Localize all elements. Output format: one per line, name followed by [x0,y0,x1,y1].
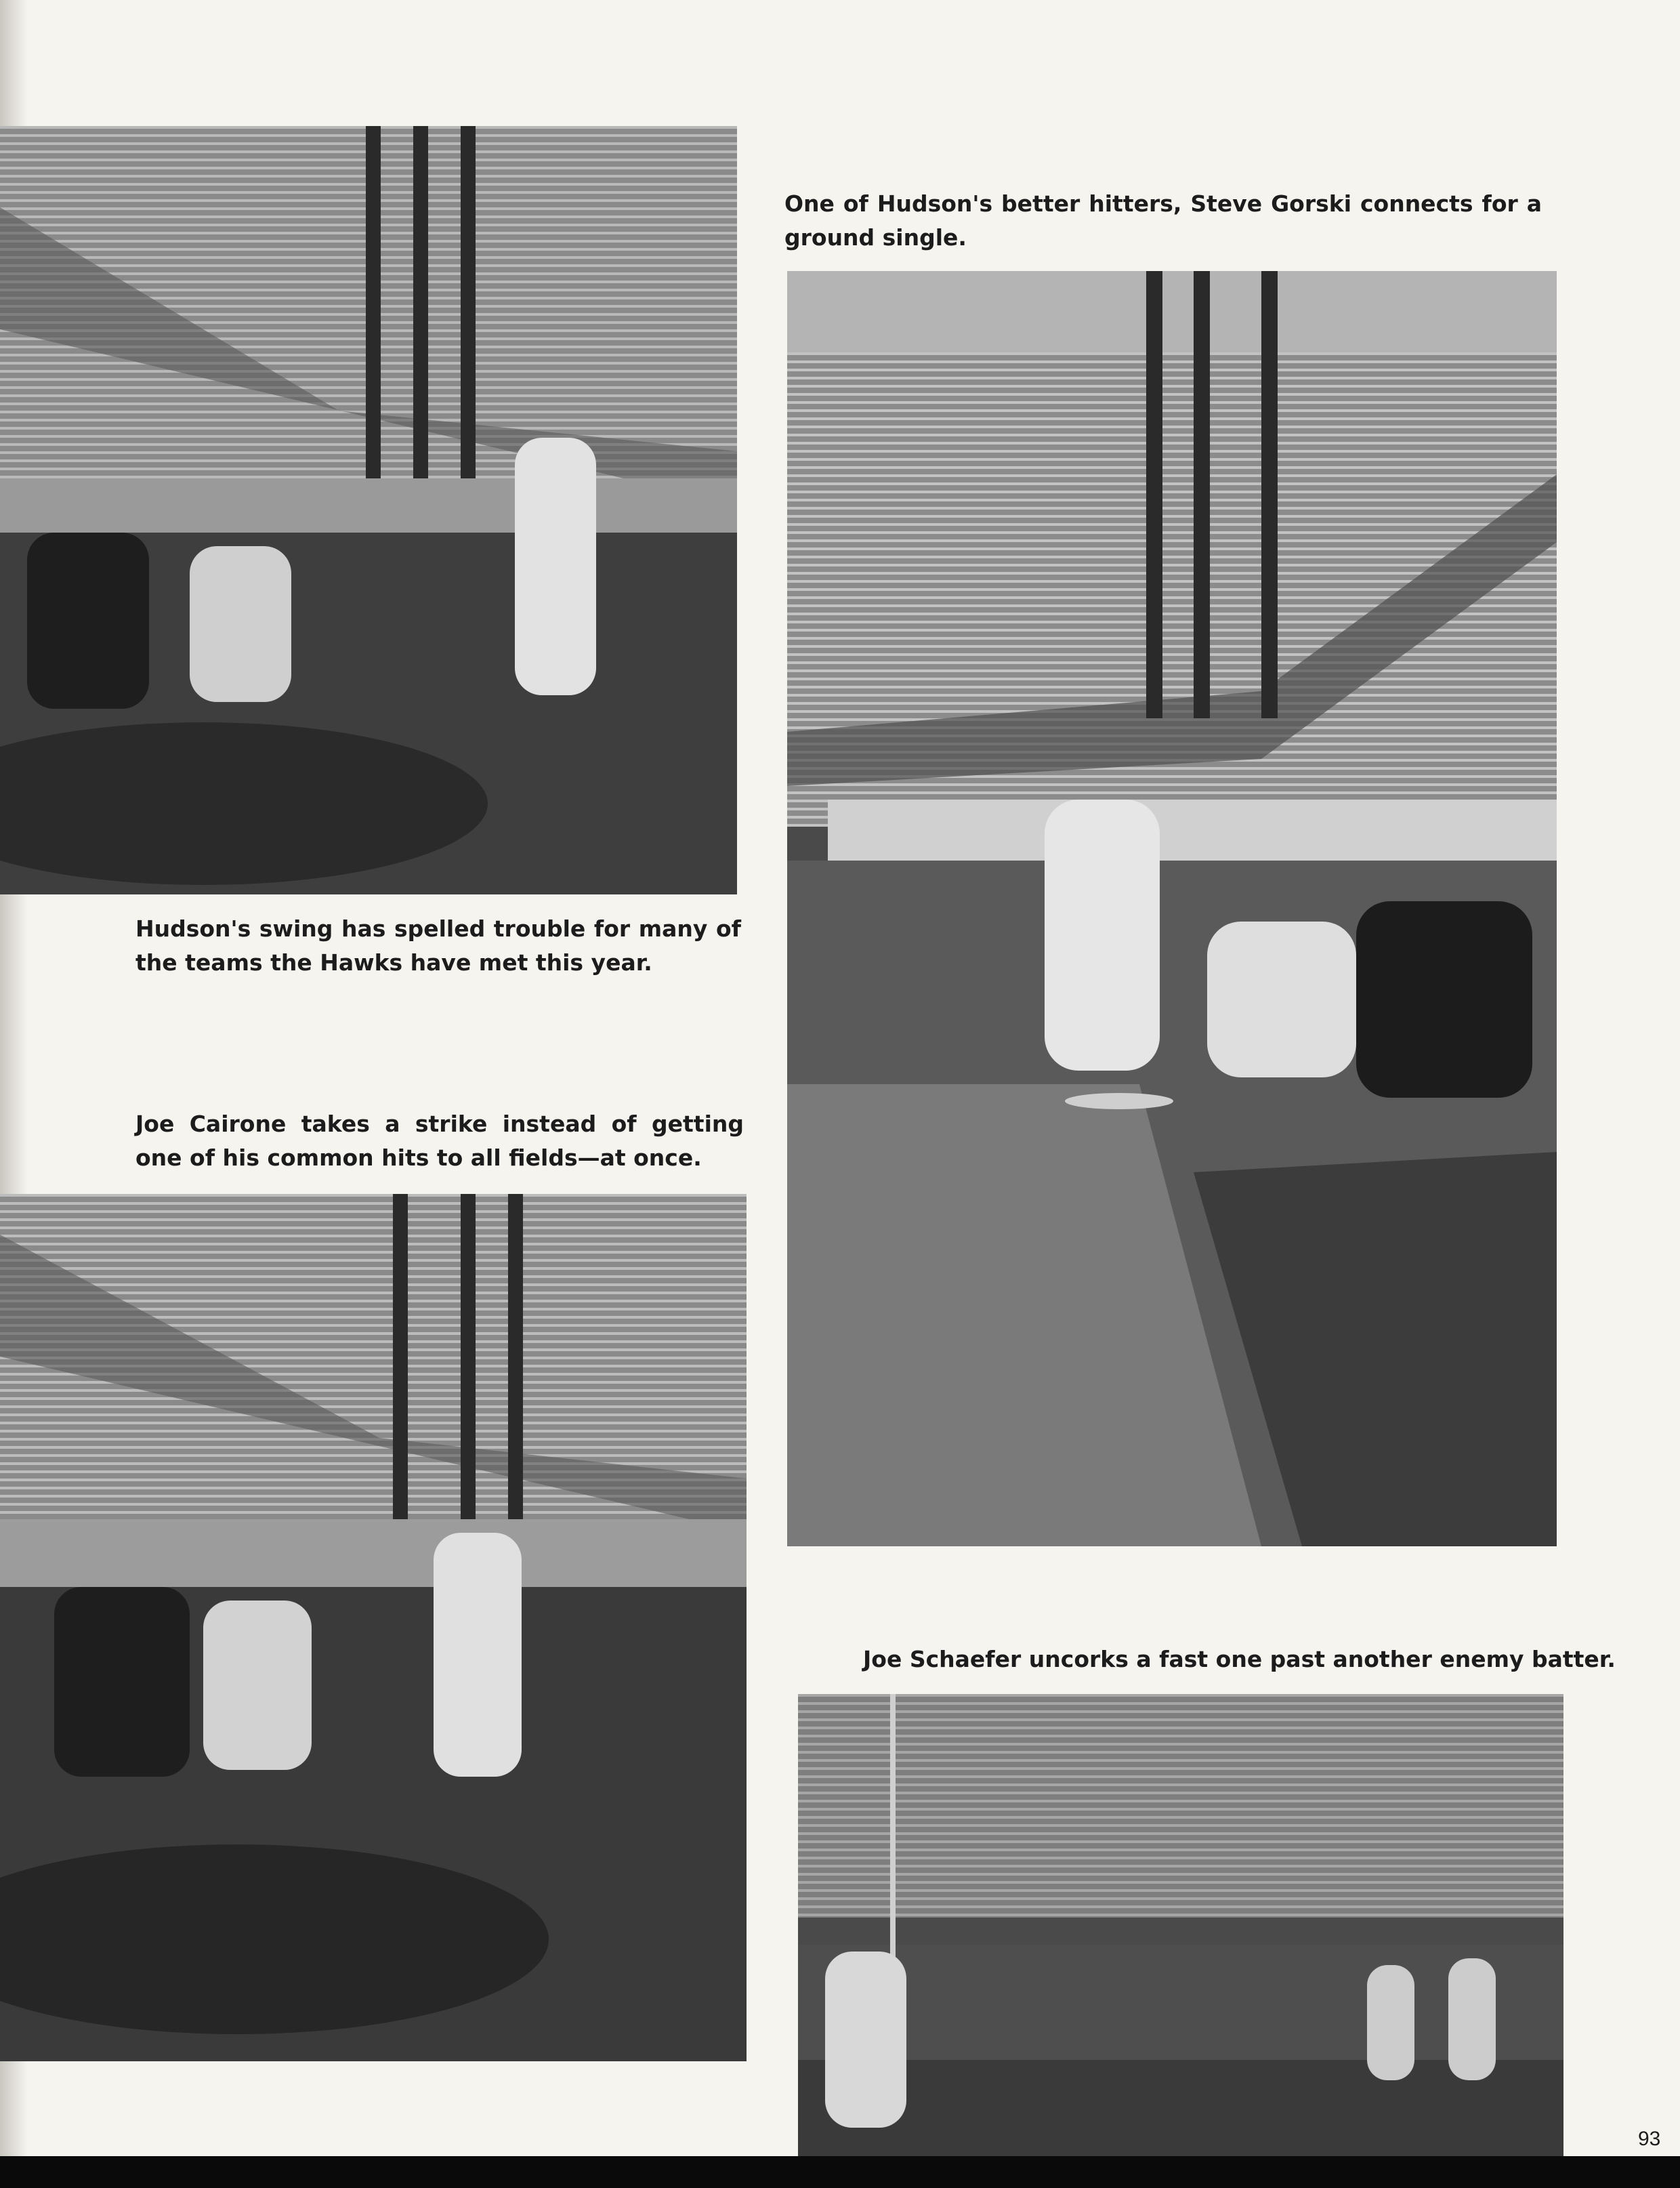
bottom-scan-edge [0,2156,1680,2188]
page-number: 93 [1638,2128,1661,2150]
photo-hudson-swing [0,126,737,894]
caption-gorski: One of Hudson's better hitters, Steve Gorski connects for a ground single. [784,190,1542,251]
caption-hudson: Hudson's swing has spelled trouble for many of the teams the Hawks have met this year. [135,915,741,976]
photo-cairone-strike-image [0,1194,747,2061]
photo-hudson-swing-image [0,126,737,894]
caption-schaefer: Joe Schaefer uncorks a fast one past another enemy batter. [863,1646,1616,1672]
photo-gorski-hit-image [787,271,1557,1546]
photo-schaefer-pitch-image [798,1694,1563,2156]
photo-schaefer-pitch [798,1694,1563,2156]
photo-gorski-hit [787,271,1557,1546]
photo-cairone-strike [0,1194,747,2061]
caption-cairone: Joe Cairone takes a strike instead of getting one of his common hits to all fields—at once. [135,1111,744,1171]
